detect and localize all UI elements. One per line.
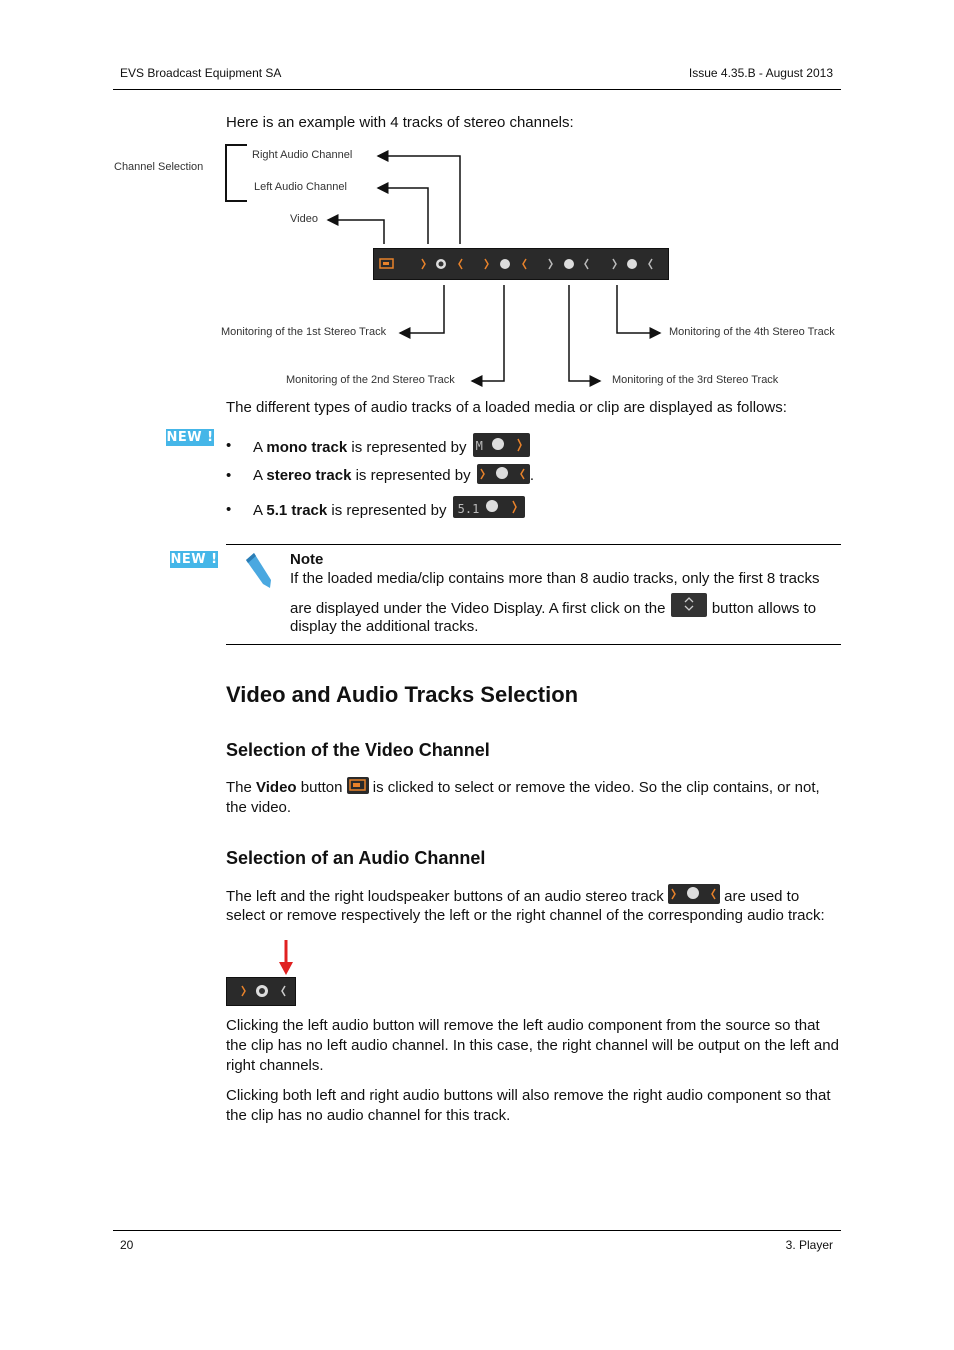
audio-paragraph-1: Clicking the left audio button will remove the left audio component from the source so that the clip has no left audio channel. In this case, the right channel will be output on the left and right channels.	[226, 1017, 839, 1074]
footer-rule	[113, 1230, 841, 1231]
channel-selection-label: Channel Selection	[114, 161, 204, 173]
bullet-dot-icon: •	[226, 437, 232, 454]
video-channel-line-1: The Video button is clicked to select or remove the video. So the clip contains, or not,	[226, 778, 820, 798]
monitoring-track-1-label: Monitoring of the 1st Stereo Track	[221, 326, 387, 338]
note-bottom-rule	[226, 644, 841, 645]
note-line-2: are displayed under the Video Display. A first click on the button allows to	[290, 597, 816, 621]
header-rule	[113, 89, 841, 90]
stereo-track-example	[226, 977, 296, 1006]
surround-track-icon: 5.1	[453, 496, 525, 518]
pencil-icon	[242, 550, 274, 590]
note-top-rule	[226, 544, 841, 545]
audio-channel-line-2: select or remove respectively the left or the right channel of the corresponding audio track:	[226, 907, 825, 924]
monitoring-track-4-label: Monitoring of the 4th Stereo Track	[669, 326, 835, 338]
left-audio-label: Left Audio Channel	[254, 181, 347, 193]
right-audio-label: Right Audio Channel	[252, 149, 353, 161]
bullet-mono: • A mono track is represented by M	[226, 436, 646, 456]
track-control-bar	[373, 248, 669, 280]
stereo-track-icon	[477, 464, 530, 484]
bullet-dot-icon: •	[226, 467, 232, 484]
chapter-label: 3. Player	[785, 1238, 833, 1252]
note-line-1: If the loaded media/clip contains more than 8 audio tracks, only the first 8 tracks	[290, 570, 820, 587]
audio-channel-title: Selection of an Audio Channel	[226, 848, 486, 868]
types-intro-text: The different types of audio tracks of a loaded media or clip are displayed as follows:	[226, 399, 787, 416]
monitoring-track-3-label: Monitoring of the 3rd Stereo Track	[612, 374, 779, 386]
tracks-diagram	[110, 140, 850, 390]
intro-text: Here is an example with 4 tracks of stereo channels:	[226, 114, 574, 131]
bullet-stereo: • A stereo track is represented by .	[226, 466, 646, 486]
red-arrow-icon	[276, 938, 296, 978]
expand-tracks-button-icon	[671, 593, 707, 617]
video-channel-title: Selection of the Video Channel	[226, 740, 490, 760]
header-right: Issue 4.35.B - August 2013	[688, 66, 833, 80]
video-channel-line-2: the video.	[226, 799, 292, 816]
note-title: Note	[290, 551, 324, 568]
audio-channel-line-1: The left and the right loudspeaker buttons of an audio stereo track are used to	[226, 887, 799, 907]
note-line-3: display the additional tracks.	[290, 618, 479, 635]
header-left: EVS Broadcast Equipment SA	[120, 66, 282, 80]
monitoring-track-2-label: Monitoring of the 2nd Stereo Track	[286, 374, 455, 386]
video-label: Video	[290, 213, 318, 225]
new-badge: NEW !	[170, 552, 218, 567]
stereo-track-icon	[668, 884, 720, 904]
video-button-icon	[347, 777, 369, 794]
page-number: 20	[120, 1238, 134, 1252]
mono-track-icon: M	[473, 433, 530, 457]
audio-paragraph-2: Clicking both left and right audio buttons will also remove the right audio component so that the clip has no audio channel for this track.	[226, 1087, 831, 1124]
bullet-dot-icon: •	[226, 501, 232, 518]
bullet-51: • A 5.1 track is represented by 5.1	[226, 500, 646, 520]
new-badge: NEW !	[166, 430, 214, 445]
section-title: Video and Audio Tracks Selection	[226, 682, 579, 707]
